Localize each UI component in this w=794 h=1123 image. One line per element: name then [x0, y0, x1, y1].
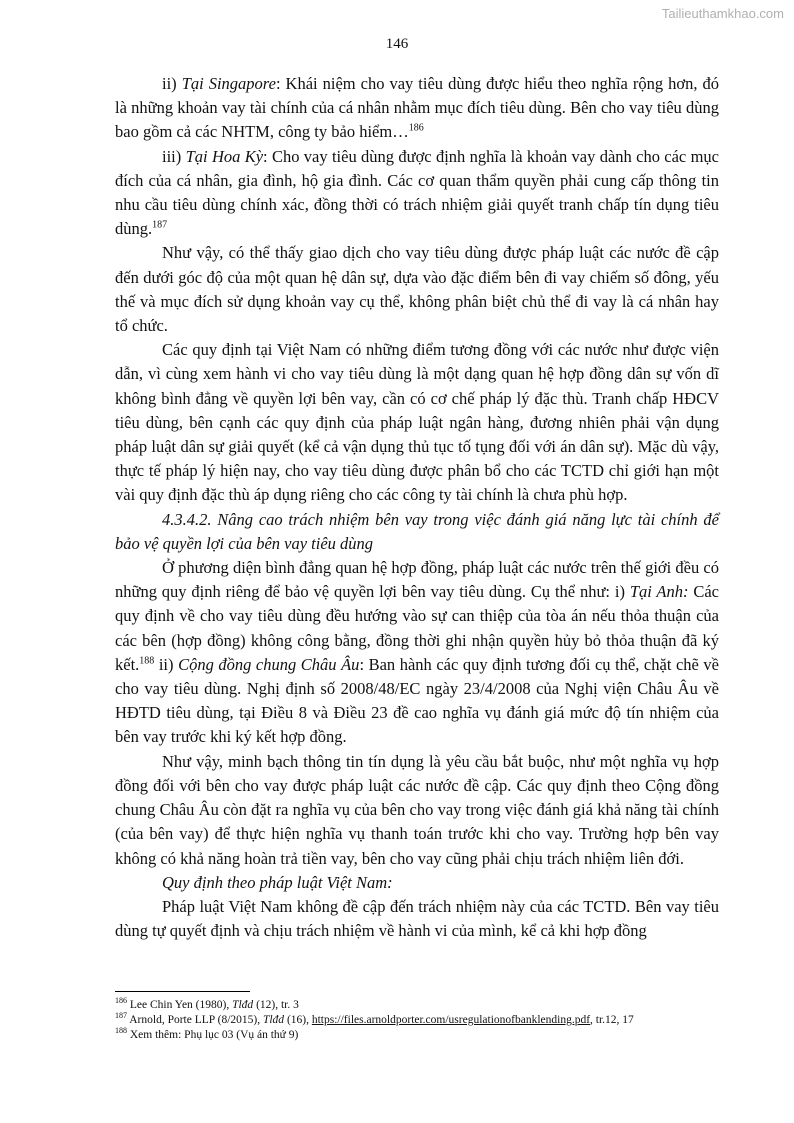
footnote-186: $^{186}$ Lee Chin Yen (1980), Tlđd (12), tr. 3	[115, 996, 299, 1011]
watermark: Tailieuthamkhao.com	[661, 6, 784, 21]
paragraph-international: Ở phương diện bình đẳng quan hệ hợp đồng, pháp luật các nước trên thế giới đều có những quy định riêng để bảo vệ quyền lợi bên vay tiêu dùng. Cụ thể như: i) Tại Anh: Các quy định về cho vay tiêu dùng đều hướng vào sự can thiệp của tòa án nếu thỏa thuận của các bên (hợp đồng) không công bằng, đồng thời ghi nhận quyền hủy bỏ thỏa thuận đã ký kết.$^{188}$ ii) Cộng đồng chung Châu Âu: Ban hành các quy định tương đối cụ thể, chặt chẽ về cho vay tiêu dùng. Nghị định số 2008/48/EC ngày 23/4/2008 của Nghị viện Châu Âu về HĐTD tiêu dùng, tại Điều 8 và Điều 23 đề cao nghĩa vụ đánh giá mức độ tín nhiệm của bên vay trước khi ký kết hợp đồng.	[115, 558, 719, 747]
footnotes	[115, 998, 735, 1043]
paragraph-singapore: ii) Tại Singapore: Khái niệm cho vay tiêu dùng được hiểu theo nghĩa rộng hơn, đó là những khoản vay tài chính của cá nhân nhằm mục đích tiêu dùng. Bên cho vay tiêu dùng bao gồm cả các NHTM, công ty bảo hiểm…$^{186}$	[115, 74, 719, 142]
sub-heading: Quy định theo pháp luật Việt Nam:	[162, 872, 393, 892]
footnote-187: $^{187}$ Arnold, Porte LLP (8/2015), Tlđd (16), https://files.arnoldporter.com/usregulationofbanklending.pdf, tr.12, 17	[115, 1011, 634, 1026]
paragraph-hoa-ky: iii) Tại Hoa Kỳ: Cho vay tiêu dùng được định nghĩa là khoản vay dành cho các mục đích của cá nhân, gia đình, hộ gia đình. Các cơ quan thẩm quyền phải cung cấp thông tin nhu cầu tiêu dùng chính xác, đồng thời có trách nhiệm giải quyết tranh chấp tín dụng tiêu dùng.$^{187}$	[115, 146, 719, 239]
paragraph-vietnam-law: Pháp luật Việt Nam không đề cập đến trách nhiệm này của các TCTD. Bên vay tiêu dùng tự quyết định và chịu trách nhiệm về hành vi của mình, kể cả khi hợp đồng	[115, 896, 719, 941]
page-number: 146	[385, 36, 409, 52]
footnote-divider	[115, 991, 250, 992]
paragraph-transparency: Như vậy, minh bạch thông tin tín dụng là yêu cầu bắt buộc, như một nghĩa vụ hợp đồng đối với bên cho vay được pháp luật các nước đề cập. Các quy định theo Cộng đồng chung Châu Âu còn đặt ra nghĩa vụ của bên cho vay trong việc đánh giá khả năng tài chính (của bên vay) để thực hiện nghĩa vụ thanh toán trước khi cho vay. Trường hợp bên vay không có khả năng hoàn trả tiền vay, bên cho vay cũng phải chịu trách nhiệm liên đới.	[115, 751, 719, 868]
footnote-ref[interactable]: 186	[408, 122, 424, 134]
section-heading: 4.3.4.2. Nâng cao trách nhiệm bên vay trong việc đánh giá năng lực tài chính để bảo vệ quyền lợi của bên vay tiêu dùng	[115, 509, 719, 553]
paragraph-vietnam: Các quy định tại Việt Nam có những điểm tương đồng với các nước như được viện dẫn, vì cùng xem hành vi cho vay tiêu dùng là một dạng quan hệ hợp đồng dân sự vốn dĩ không bình đẳng về quyền lợi bên vay, cần có cơ chế pháp lý đặc thù. Tranh chấp HĐCV tiêu dùng, bên cạnh các quy định của pháp luật ngân hàng, đương nhiên phải vận dụng pháp luật dân sự giải quyết (kể cả vận dụng thủ tục tố tụng đối với án dân sự). Mặc dù vậy, thực tế pháp lý hiện nay, cho vay tiêu dùng được phân bổ cho các TCTD chỉ giới hạn một vài quy định đặc thù áp dụng riêng cho các công ty tài chính là chưa phù hợp.	[115, 340, 719, 505]
footnote-ref[interactable]: 187	[152, 219, 168, 231]
footnote-link[interactable]: https://files.arnoldporter.com/usregulationofbanklending.pdf	[311, 1014, 591, 1026]
document-body	[115, 72, 719, 943]
paragraph-summary: Như vậy, có thể thấy giao dịch cho vay tiêu dùng được pháp luật các nước đề cập đến dưới góc độ của một quan hệ dân sự, dựa vào đặc điểm bên đi vay chiếm số đông, yếu thế và mục đích sử dụng khoản vay cụ thể, không phân biệt chủ thể đi vay là cá nhân hay tổ chức.	[115, 243, 719, 336]
footnote-ref[interactable]: 188	[139, 655, 155, 667]
footnote-188: $^{188}$ Xem thêm: Phụ lục 03 (Vụ án thứ 9)	[115, 1026, 299, 1041]
